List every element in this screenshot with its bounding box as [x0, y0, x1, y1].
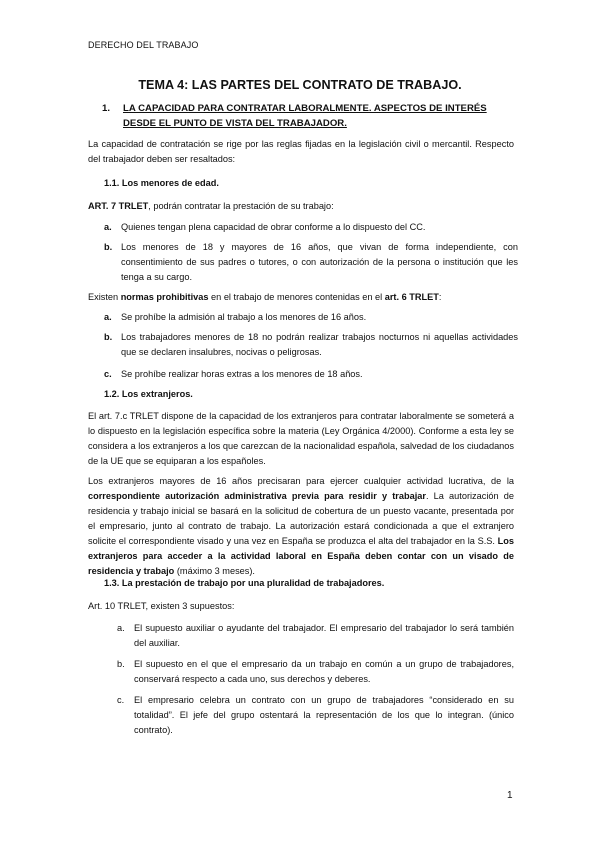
extranjeros-paragraph-2	[88, 474, 514, 579]
ext2-text-2: . La autorización de residencia y trabajo inicial se basará en la solicitud de cobertura de un puesto vacante, presentada por el empresario, junto al contrato de trabajo. La autorización estará condicionada a que el extranjero solicite el correspondiente visado y una vez en España se produzca el alta del trabajador en la S.S.	[88, 491, 514, 546]
ext2-text-1: Los extranjeros mayores de 16 años precisaran para ejercer cualquier actividad lucrativa, de la	[88, 476, 514, 486]
ext2-text-3: (máximo 3 meses).	[174, 566, 255, 576]
running-header: DERECHO DEL TRABAJO	[88, 40, 199, 50]
list-text: El supuesto en el que el empresario da un trabajo en común a un grupo de trabajadores, conservará respecto a cada uno, sus derechos y deberes.	[134, 659, 514, 684]
art10-paragraph: Art. 10 TRLET, existen 3 supuestos:	[88, 601, 235, 611]
normas-text-3: :	[438, 292, 442, 302]
list-marker: a.	[117, 623, 125, 633]
list-text: Quienes tengan plena capacidad de obrar conforme a lo dispuesto del CC.	[121, 222, 426, 232]
list-text: El empresario celebra un contrato con un grupo de trabajadores “considerado en su totalidad”. El jefe del grupo ostentará la representación de los que lo integran. (único contrato).	[134, 695, 514, 735]
list-marker: c.	[117, 695, 125, 705]
art7-text: , podrán contratar la prestación de su trabajo:	[148, 201, 334, 211]
intro-paragraph: La capacidad de contratación se rige por las reglas fijadas en la legislación civil o mercantil. Respecto del trabajador deben ser resaltados:	[88, 139, 514, 164]
list-marker: a.	[104, 312, 112, 322]
list-marker: b.	[104, 332, 113, 342]
list-text: Los trabajadores menores de 18 no podrán realizar trabajos nocturnos ni aquellas actividades que se declaren insalubres, nocivas o peligrosas.	[121, 332, 518, 357]
extranjeros-paragraph-1: El art. 7.c TRLET dispone de la capacidad de los extranjeros para contratar laboralmente se someterá a lo dispuesto en la legislación específica sobre la materia (Ley Orgánica 4/2000). Conforme a esta ley se considera a los extranjeros a los que carezcan de la nacionalidad española, salvedad de los ciudadanos de la UE que se equiparan a los españoles.	[88, 411, 514, 466]
normas-text-1: Existen	[88, 292, 121, 302]
subheading-menores: 1.1. Los menores de edad.	[104, 178, 219, 188]
normas-text-2: en el trabajo de menores contenidas en el	[208, 292, 385, 302]
normas-paragraph	[88, 290, 514, 305]
art7-paragraph	[88, 199, 514, 214]
ext2-bold-2: Los extranjeros para acceder a la actividad laboral en España deben contar con un visado de residencia y trabajo	[88, 536, 514, 576]
list-marker: c.	[104, 369, 112, 379]
subheading-extranjeros: 1.2. Los extranjeros.	[104, 389, 193, 399]
list-text: Se prohíbe realizar horas extras a los menores de 18 años.	[121, 369, 363, 379]
list-text: El supuesto auxiliar o ayudante del trabajador. El empresario del trabajador lo será también del auxiliar.	[134, 623, 514, 648]
list-marker: b.	[104, 242, 113, 252]
normas-bold-2: art. 6 TRLET	[384, 292, 439, 302]
list-marker: a.	[104, 222, 112, 232]
list-text: Los menores de 18 y mayores de 16 años, que vivan de forma independiente, con consentimiento de sus padres o tutores, o con autorización de la persona o institución que les tenga a su cargo.	[121, 242, 518, 282]
page-title: TEMA 4: LAS PARTES DEL CONTRATO DE TRABAJO.	[138, 78, 462, 92]
ext2-bold-1: correspondiente autorización administrativa previa para residir y trabajar	[88, 491, 426, 501]
page-number: 1	[507, 790, 513, 801]
list-marker: b.	[117, 659, 125, 669]
section-number: 1.	[102, 103, 111, 114]
list-text: Se prohíbe la admisión al trabajo a los menores de 16 años.	[121, 312, 367, 322]
subheading-pluralidad: 1.3. La prestación de trabajo por una pluralidad de trabajadores.	[104, 578, 385, 588]
art7-ref: ART. 7 TRLET	[88, 201, 149, 211]
normas-bold-1: normas prohibitivas	[120, 292, 209, 302]
section-title: LA CAPACIDAD PARA CONTRATAR LABORALMENTE. ASPECTOS DE INTERÉS DESDE EL PUNTO DE VISTA DEL TRABAJADOR.	[123, 103, 487, 129]
